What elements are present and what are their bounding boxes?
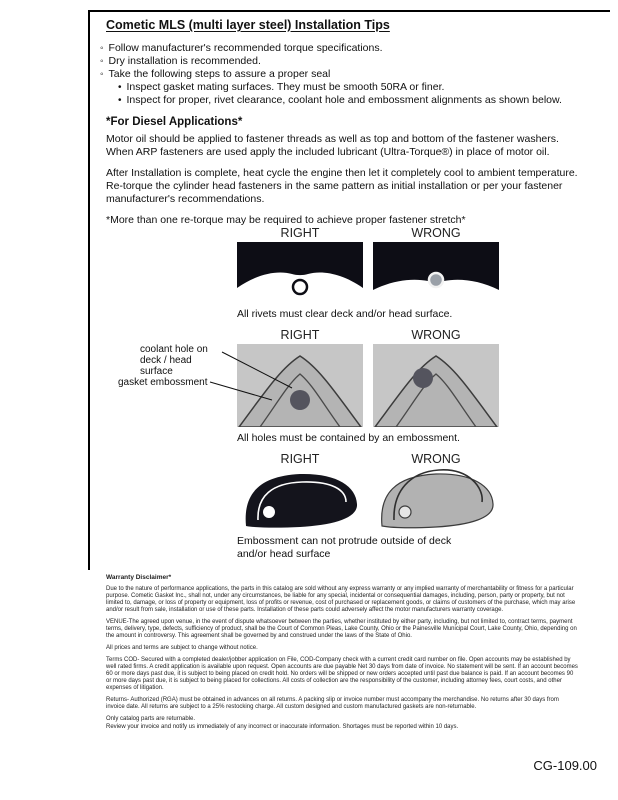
page-border-left bbox=[88, 10, 90, 570]
rivet-wrong-diagram bbox=[373, 242, 499, 303]
diesel-paragraph-1: Motor oil should be applied to fastener threads as well as top and bottom of the fastener washers. When ARP fasteners are used apply the included lubricant (Ultra-Torque®) in place of motor oil. bbox=[106, 133, 559, 158]
legal-paragraph: All prices and terms are subject to change without notice. bbox=[106, 645, 258, 651]
wrong-label: WRONG bbox=[411, 328, 461, 342]
coolant-caption: All holes must be contained by an embossment. bbox=[237, 432, 460, 444]
rivet-row-headers bbox=[237, 226, 499, 240]
warranty-disclaimer-section bbox=[106, 574, 578, 736]
gasket-embossment-label: gasket embossment bbox=[118, 377, 208, 388]
coolant-row-headers bbox=[237, 328, 499, 342]
tip-item bbox=[100, 68, 600, 81]
right-label: RIGHT bbox=[280, 328, 320, 342]
embossment-row-headers bbox=[237, 452, 499, 466]
rivet-row-figures bbox=[237, 242, 499, 303]
tip-text: • Inspect for proper, rivet clearance, coolant hole and embossment alignments as shown below. bbox=[126, 94, 562, 106]
embossment-right-diagram bbox=[237, 468, 363, 530]
diesel-section bbox=[106, 116, 588, 235]
wrong-label: WRONG bbox=[411, 226, 461, 240]
diesel-heading: *For Diesel Applications* bbox=[106, 116, 243, 128]
page-code: CG-109.00 bbox=[533, 758, 597, 773]
tip-sub-item bbox=[118, 94, 600, 107]
wrong-label: WRONG bbox=[411, 452, 461, 466]
coolant-hole-label: coolant hole on deck / head surface bbox=[140, 344, 208, 377]
page-title: Cometic MLS (multi layer steel) Installation Tips bbox=[106, 18, 390, 32]
legal-paragraph: Due to the nature of performance applications, the parts in this catalog are sold without any express warranty or any implied warranty of merchantability or fitness for a particular purpose. Cometic Gasket Inc., shall not, under any circumstances, be liable for any special, incidental or consequential damages, including, person, party or property, but not limited to, damage, or loss of property or equipment, loss of profits or revenue, cost of purchased or replacement goods, or claims of customers of the purchase, which may arise and/or result from sale, installation or use of these parts. Installation of these parts could adversely affect the motor manufacturers warranty coverage. bbox=[106, 586, 576, 613]
tip-text: ◦ Take the following steps to assure a proper seal bbox=[108, 68, 331, 80]
embossment-wrong-diagram bbox=[373, 468, 499, 530]
retorque-note: *More than one re-torque may be required to achieve proper fastener stretch* bbox=[106, 214, 466, 226]
legal-paragraph: Review your invoice and notify us immediately of any incorrect or inaccurate information. Shortages must be reported within 10 days. bbox=[106, 724, 459, 730]
legal-paragraph: Returns- Authorized (RGA) must be obtained in advances on all returns. A packing slip or invoice number must accompany the merchandise. No returns after 30 days from invoice date. All returns are subject to a 25% restocking charge. All custom designed and custom manufactured gaskets are non-returnable. bbox=[106, 697, 559, 710]
legal-paragraph: VENUE-The agreed upon venue, in the event of dispute whatsoever between the parties, whether instituted by either party, including, but not limited to, contract terms, payment terms, delivery, type, defects, sufficiency of product, shall be the Court of Common Pleas, Lake County, Ohio or the Painesville Municipal Court, Lake County, Ohio, depending on the amount in controversy. This agreement shall be governed by and construed under the laws of the State of Ohio. bbox=[106, 619, 577, 639]
coolant-row-figures bbox=[237, 344, 499, 427]
warranty-disclaimer-heading: Warranty Disclaimer* bbox=[106, 574, 172, 581]
tip-sub-item bbox=[118, 81, 600, 94]
tip-text: ◦ Follow manufacturer's recommended torque specifications. bbox=[108, 42, 383, 54]
tips-list bbox=[100, 42, 600, 107]
diesel-paragraph-2: After Installation is complete, heat cycle the engine then let it completely cool to ambient temperature. Re-torque the cylinder head fasteners in the same pattern as initial installation or per your fastener manufacturer's recommendations. bbox=[106, 167, 578, 205]
legal-paragraph: Only catalog parts are returnable. bbox=[106, 716, 196, 722]
right-label: RIGHT bbox=[280, 226, 320, 240]
legal-paragraph: Terms COD- Secured with a completed dealer/jobber application on File, COD-Company check with a current credit card number on file. Open accounts may be established by well rated firms. A credit application is available upon request. Open accounts are due payable Net 30 days from date of invoice. No statement will be sent. If an account becomes 60 or more days past due, it is subject to being placed on credit hold. No orders will be shipped or new orders accepted until past due balance is paid. If an account becomes 90 or more days past due, it is subject to being placed for collections. All costs of collection are the responsibility of the customer, including attorney fees, court costs, and other expenses of litigation. bbox=[106, 657, 578, 691]
page-border-top bbox=[88, 10, 610, 12]
tip-text: • Inspect gasket mating surfaces. They must be smooth 50RA or finer. bbox=[126, 81, 445, 93]
embossment-row-figures bbox=[237, 468, 499, 530]
rivet-right-diagram bbox=[237, 242, 363, 303]
tip-item bbox=[100, 42, 600, 55]
coolant-right-diagram bbox=[237, 344, 363, 427]
tip-item bbox=[100, 55, 600, 68]
coolant-wrong-diagram bbox=[373, 344, 499, 427]
rivet-caption: All rivets must clear deck and/or head surface. bbox=[237, 308, 453, 320]
right-label: RIGHT bbox=[280, 452, 320, 466]
tip-text: ◦ Dry installation is recommended. bbox=[108, 55, 261, 67]
embossment-caption: Embossment can not protrude outside of deck and/or head surface bbox=[237, 535, 452, 560]
diagram-section bbox=[237, 226, 499, 568]
